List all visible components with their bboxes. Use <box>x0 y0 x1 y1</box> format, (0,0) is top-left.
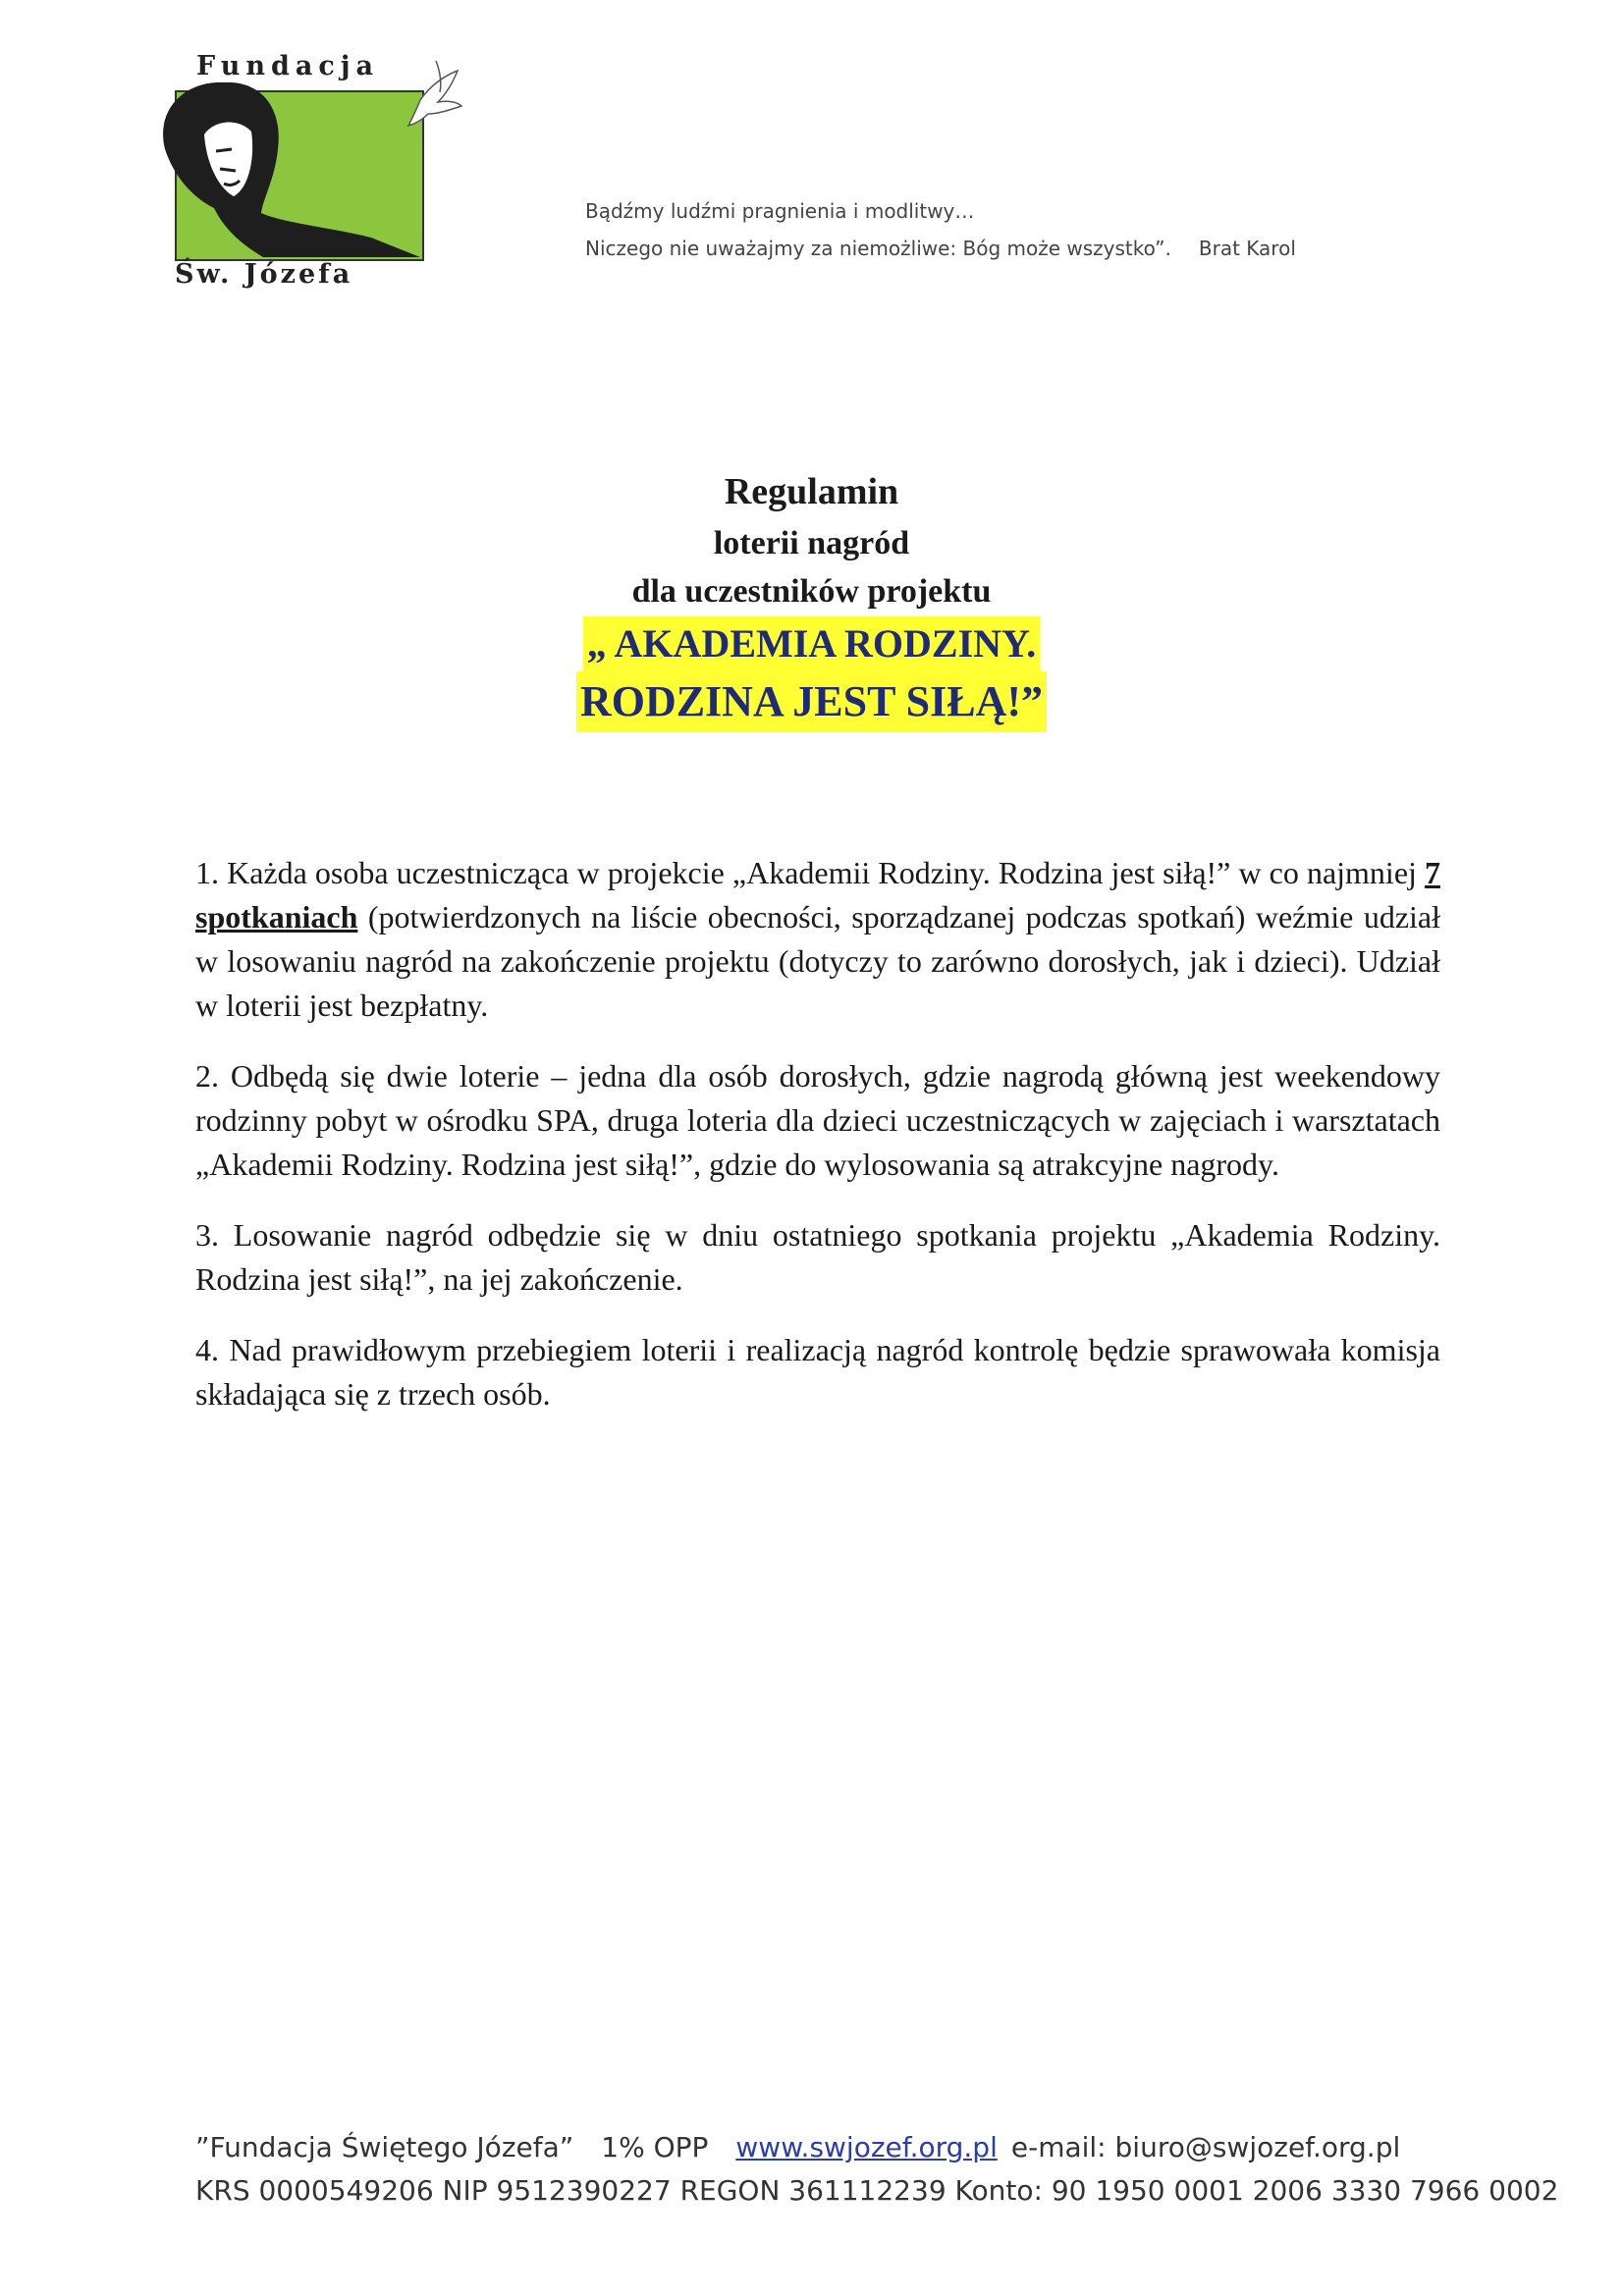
meetings-count: 7 spotkaniach <box>195 855 1440 934</box>
website-link[interactable]: www.swjozef.org.pl <box>735 2131 998 2163</box>
footer-email: e-mail: biuro@swjozef.org.pl <box>1010 2131 1401 2163</box>
foundation-logo <box>145 41 464 296</box>
paragraph-3: 3. Losowanie nagród odbędzie się w dniu ostatniego spotkania projektu „Akademia Rodziny. Rodzina jest siłą!”, na jej zakończenie. <box>195 1217 1440 1297</box>
motto <box>585 192 1296 267</box>
logo-text-top: Fundacja <box>196 51 380 81</box>
paragraph-2: 2. Odbędą się dwie loterie – jedna dla osób dorosłych, gdzie nagrodą główną jest weekendowy rodzinny pobyt w ośrodku SPA, druga loteria dla dzieci uczestniczących w zajęciach i warsztatach „Akademii Rodziny. Rodzina jest siłą!”, gdzie do wylosowania są atrakcyjne nagrody. <box>195 1058 1440 1182</box>
motto-line-2 <box>585 230 1296 267</box>
motto-author: Brat Karol <box>1198 237 1296 260</box>
document-body <box>195 851 1440 1443</box>
title-line-1: Regulamin <box>724 471 899 512</box>
footer-line-1 <box>195 2126 1558 2169</box>
title-line-5: RODZINA JEST SIŁĄ!” <box>576 671 1047 732</box>
title-line-4: „ AKADEMIA RODZINY. <box>583 616 1040 671</box>
logo-text-bottom: Św. Józefa <box>175 259 353 290</box>
title-line-2: loterii nagród <box>713 525 910 561</box>
paragraph-4: 4. Nad prawidłowym przebiegiem loterii i realizacją nagród kontrolę będzie sprawowała komisja składająca się z trzech osób. <box>195 1332 1440 1412</box>
motto-line-1: Bądźmy ludźmi pragnienia i modlitwy… <box>585 199 975 223</box>
footer-opp: 1% OPP <box>601 2131 709 2163</box>
footer-registry: KRS 0000549206 NIP 9512390227 REGON 361112239 Konto: 90 1950 0001 2006 3330 7966 0002 <box>195 2174 1559 2207</box>
footer <box>195 2126 1558 2213</box>
paragraph-1-text-a: 1. Każda osoba uczestnicząca w projekcie „Akademii Rodziny. Rodzina jest siłą!” w co najmniej <box>195 855 1425 890</box>
title-line-3: dla uczestników projektu <box>631 573 992 610</box>
footer-org: ”Fundacja Świętego Józefa” <box>195 2131 574 2163</box>
motto-quote: Niczego nie uważajmy za niemożliwe: Bóg może wszystko”. <box>585 237 1171 260</box>
paragraph-1 <box>195 851 1440 1028</box>
paragraph-1-text-b: (potwierdzonych na liście obecności, sporządzanej podczas spotkań) weźmie udział w losowaniu nagród na zakończenie projektu (dotyczy to zarówno dorosłych, jak i dzieci). Udział w loterii jest bezpłatny. <box>195 899 1440 1023</box>
document-title <box>0 463 1623 732</box>
